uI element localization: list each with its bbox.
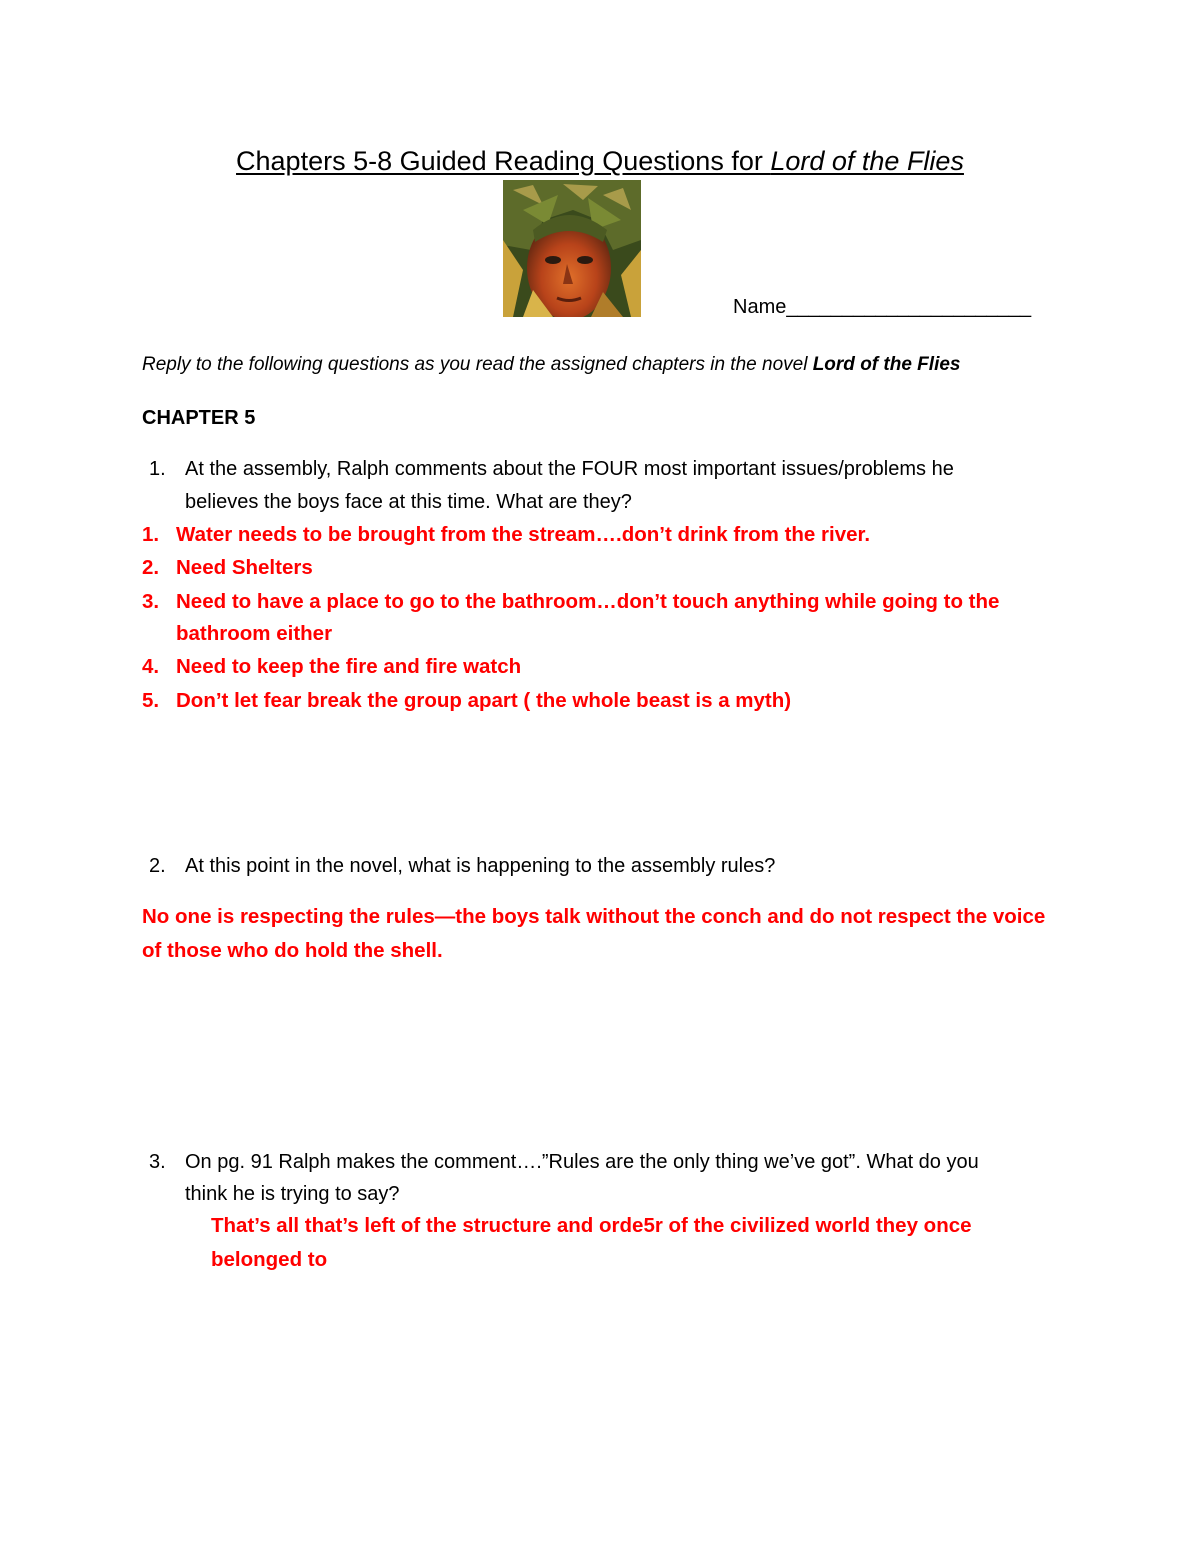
question-3-answer-line-1: That’s all that’s left of the structure and orde5r of the civilized world they once <box>211 1214 972 1237</box>
answer-4-text: Need to keep the fire and fire watch <box>176 655 522 678</box>
answer-5-number: 5. <box>142 689 160 712</box>
answer-1-number: 1. <box>142 523 160 546</box>
page-title <box>0 146 1200 177</box>
name-label: Name <box>733 296 787 318</box>
instructions <box>142 354 960 376</box>
instructions-text: Reply to the following questions as you read the assigned chapters in the novel <box>142 354 813 375</box>
question-3-answer-line-2: belonged to <box>211 1248 328 1271</box>
answer-3-number: 3. <box>142 590 160 613</box>
answer-5-text: Don’t let fear break the group apart ( the whole beast is a myth) <box>176 689 792 712</box>
title-book: Lord of the Flies <box>770 146 964 176</box>
name-blank-line: ______________________ <box>786 296 1032 318</box>
title-prefix: Chapters 5-8 Guided Reading Questions for <box>236 146 771 176</box>
cover-portrait-image <box>503 180 641 317</box>
question-3-number: 3. <box>149 1151 166 1173</box>
question-2-number: 2. <box>149 855 166 877</box>
answer-2-text: Need Shelters <box>176 556 313 579</box>
question-2-answer-line-2: of those who do hold the shell. <box>142 939 443 962</box>
chapter-heading: CHAPTER 5 <box>142 407 256 429</box>
answer-4-number: 4. <box>142 655 160 678</box>
question-2-answer-line-1: No one is respecting the rules—the boys talk without the conch and do not respect the voice <box>142 905 1046 928</box>
question-1-line-2: believes the boys face at this time. What are they? <box>185 491 632 513</box>
answer-2-number: 2. <box>142 556 160 579</box>
answer-1-text: Water needs to be brought from the stream….don’t drink from the river. <box>176 523 871 546</box>
question-1-line-1: At the assembly, Ralph comments about the FOUR most important issues/problems he <box>185 458 954 480</box>
question-3-line-2: think he is trying to say? <box>185 1183 400 1205</box>
instructions-book: Lord of the Flies <box>812 354 961 375</box>
question-2-line-1: At this point in the novel, what is happening to the assembly rules? <box>185 855 776 877</box>
answer-3-text-line-1: Need to have a place to go to the bathroom…don’t touch anything while going to the <box>176 590 1000 613</box>
question-1-number: 1. <box>149 458 166 480</box>
answer-3-text-line-2: bathroom either <box>176 622 333 645</box>
question-3-line-1: On pg. 91 Ralph makes the comment….”Rules are the only thing we’ve got”. What do you <box>185 1151 979 1173</box>
name-field <box>733 296 1031 319</box>
